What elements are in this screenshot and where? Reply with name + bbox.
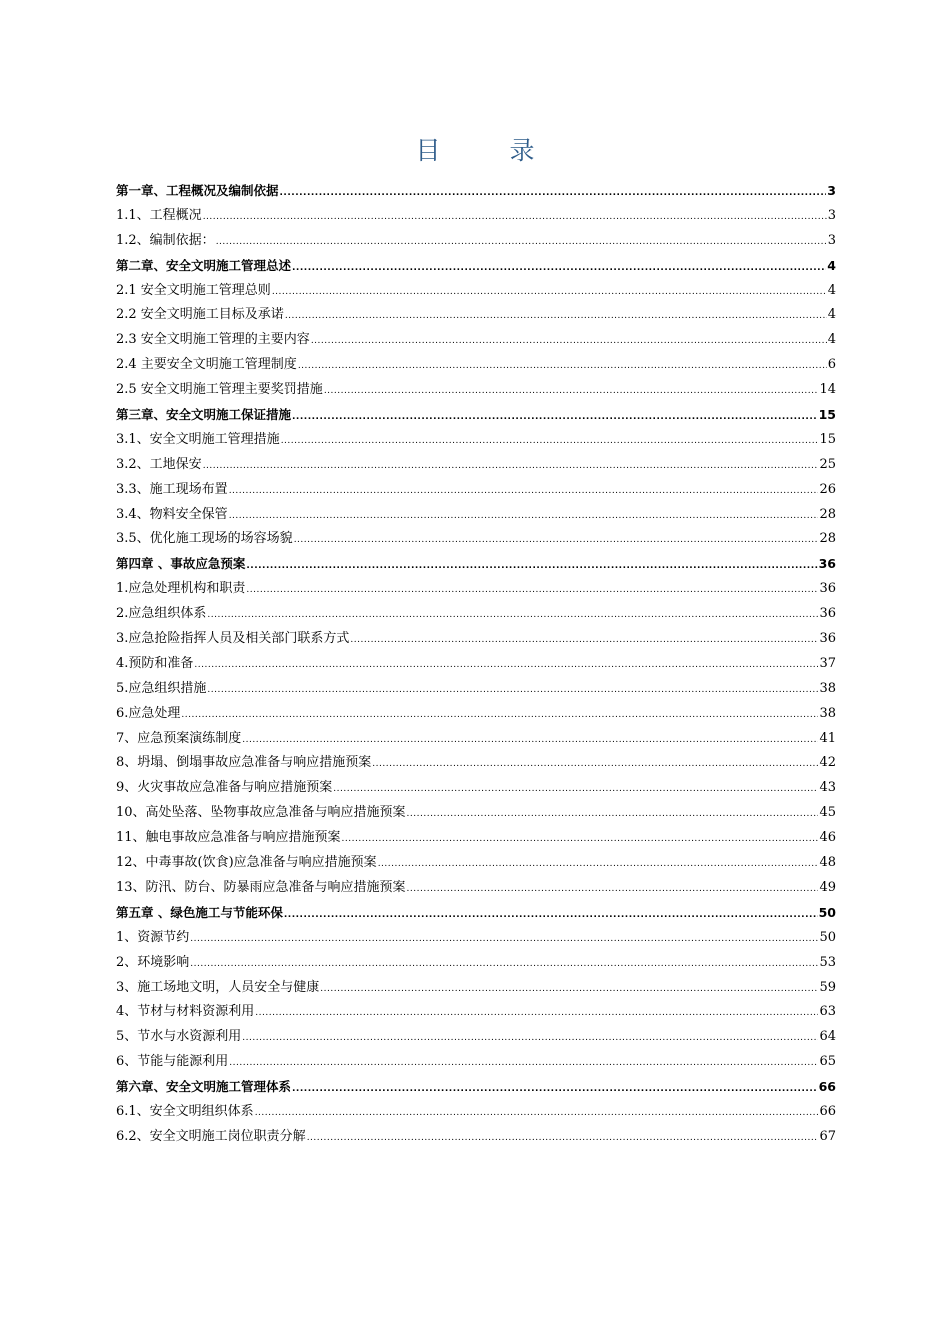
toc-dot-leader — [242, 1026, 818, 1051]
toc-entry-page-number: 28 — [819, 531, 836, 547]
toc-section-entry[interactable] — [116, 826, 836, 851]
toc-section-entry[interactable] — [116, 1025, 836, 1050]
toc-entry-label: 第二章、安全文明施工管理总述 — [116, 257, 292, 273]
toc-entry-label: 3.应急抢险指挥人员及相关部门联系方式 — [116, 631, 350, 647]
toc-section-entry[interactable] — [116, 378, 836, 403]
toc-dot-leader — [407, 877, 819, 902]
toc-section-entry[interactable] — [116, 751, 836, 776]
toc-entry-page-number: 6 — [827, 357, 836, 373]
toc-chapter-entry[interactable] — [116, 901, 836, 926]
toc-entry-label: 6.2、安全文明施工岗位职责分解 — [116, 1128, 306, 1144]
toc-entry-page-number: 36 — [819, 631, 836, 647]
toc-entry-page-number: 63 — [819, 1004, 836, 1020]
toc-dot-leader — [246, 578, 818, 603]
toc-entry-page-number: 59 — [819, 979, 836, 995]
toc-entry-page-number: 3 — [827, 207, 836, 223]
toc-dot-leader — [190, 927, 818, 952]
toc-entry-page-number: 25 — [819, 456, 836, 472]
toc-entry-label: 第一章、工程概况及编制依据 — [116, 183, 279, 198]
toc-entry-label: 1.应急处理机构和职责 — [116, 581, 246, 597]
toc-dot-leader — [292, 256, 826, 281]
toc-dot-leader — [294, 528, 819, 553]
toc-entry-label: 第三章、安全文明施工保证措施 — [116, 407, 292, 423]
toc-entry-page-number: 46 — [819, 830, 836, 846]
toc-section-entry[interactable] — [116, 677, 836, 702]
toc-dot-leader — [246, 554, 817, 579]
toc-entry-label: 2.4 主要安全文明施工管理制度 — [116, 357, 297, 373]
toc-dot-leader — [320, 977, 818, 1002]
toc-entry-page-number: 38 — [819, 705, 836, 721]
toc-dot-leader — [216, 230, 827, 255]
toc-entry-label: 3.5、优化施工现场的场容场貌 — [116, 531, 293, 547]
toc-dot-leader — [229, 479, 819, 504]
toc-dot-leader — [229, 1051, 818, 1076]
toc-entry-page-number: 37 — [819, 655, 836, 671]
toc-section-entry[interactable] — [116, 851, 836, 876]
toc-entry-label: 3.3、施工现场布置 — [116, 481, 228, 497]
toc-dot-leader — [190, 952, 818, 977]
toc-entry-page-number: 36 — [818, 556, 836, 572]
toc-section-entry[interactable] — [116, 702, 836, 727]
toc-section-entry[interactable] — [116, 503, 836, 528]
toc-section-entry[interactable] — [116, 1050, 836, 1075]
toc-entry-label: 2.2 安全文明施工目标及承诺 — [116, 307, 284, 323]
toc-dot-leader — [207, 603, 818, 628]
toc-chapter-entry[interactable] — [116, 403, 836, 428]
toc-entry-label: 3.1、安全文明施工管理措施 — [116, 431, 280, 447]
toc-dot-leader — [311, 329, 827, 354]
toc-section-entry[interactable] — [116, 951, 836, 976]
toc-entry-page-number: 50 — [819, 929, 836, 945]
toc-entry-page-number: 53 — [819, 954, 836, 970]
toc-entry-label: 9、火灾事故应急准备与响应措施预案 — [116, 780, 333, 796]
toc-chapter-entry[interactable] — [116, 179, 836, 204]
toc-entry-label: 4、节材与材料资源利用 — [116, 1004, 255, 1020]
toc-section-entry[interactable] — [116, 976, 836, 1001]
toc-dot-leader — [372, 752, 818, 777]
toc-entry-page-number: 26 — [819, 481, 836, 497]
toc-section-entry[interactable] — [116, 727, 836, 752]
toc-dot-leader — [203, 205, 827, 230]
toc-dot-leader — [229, 504, 819, 529]
toc-section-entry[interactable] — [116, 328, 836, 353]
toc-entry-label: 2.应急组织体系 — [116, 606, 207, 622]
toc-section-entry[interactable] — [116, 801, 836, 826]
toc-section-entry[interactable] — [116, 453, 836, 478]
toc-entry-label: 4.预防和准备 — [116, 655, 194, 671]
toc-dot-leader — [207, 678, 818, 703]
toc-entry-label: 3.2、工地保安 — [116, 456, 202, 472]
toc-entry-page-number: 49 — [819, 879, 836, 895]
toc-dot-leader — [203, 454, 819, 479]
toc-entry-label: 第五章 、绿色施工与节能环保 — [116, 904, 283, 920]
toc-entry-page-number: 64 — [819, 1029, 836, 1045]
toc-entry-label: 5.应急组织措施 — [116, 680, 207, 696]
toc-entry-label: 3.4、物料安全保管 — [116, 506, 228, 522]
toc-dot-leader — [285, 304, 827, 329]
toc-entry-label: 7、应急预案演练制度 — [116, 730, 242, 746]
toc-entry-page-number: 14 — [819, 382, 836, 398]
toc-entry-label: 1、资源节约 — [116, 929, 190, 945]
toc-section-entry[interactable] — [116, 229, 836, 254]
toc-entry-label: 2.1 安全文明施工管理总则 — [116, 282, 271, 298]
toc-entry-label: 5、节水与水资源利用 — [116, 1029, 242, 1045]
toc-dot-leader — [333, 777, 818, 802]
toc-section-entry[interactable] — [116, 204, 836, 229]
toc-entry-page-number: 65 — [819, 1054, 836, 1070]
toc-entry-label: 3、施工场地文明，人员安全与健康 — [116, 979, 320, 995]
toc-dot-leader — [181, 703, 818, 728]
toc-entry-page-number: 4 — [827, 307, 836, 323]
toc-dot-leader — [194, 653, 818, 678]
toc-dot-leader — [242, 728, 818, 753]
toc-list — [116, 179, 836, 1150]
toc-dot-leader — [292, 405, 818, 430]
toc-entry-label: 13、防汛、防台、防暴雨应急准备与响应措施预案 — [116, 879, 406, 895]
toc-section-entry[interactable] — [116, 577, 836, 602]
toc-entry-page-number: 4 — [827, 282, 836, 298]
toc-dot-leader — [255, 1001, 818, 1026]
toc-section-entry[interactable] — [116, 876, 836, 901]
toc-dot-leader — [407, 802, 819, 827]
toc-entry-label: 12、中毒事故(饮食)应急准备与响应措施预案 — [116, 855, 377, 871]
toc-entry-page-number: 67 — [819, 1128, 836, 1144]
toc-entry-label: 11、触电事故应急准备与响应措施预案 — [116, 830, 341, 846]
toc-entry-label: 6.应急处理 — [116, 705, 181, 721]
toc-dot-leader — [292, 1077, 818, 1102]
toc-entry-page-number: 43 — [819, 780, 836, 796]
toc-section-entry[interactable] — [116, 279, 836, 304]
toc-entry-page-number: 4 — [827, 257, 836, 273]
toc-section-entry[interactable] — [116, 652, 836, 677]
toc-entry-page-number: 38 — [819, 680, 836, 696]
toc-dot-leader — [324, 379, 819, 404]
toc-entry-page-number: 48 — [819, 855, 836, 871]
toc-entry-label: 第六章、安全文明施工管理体系 — [116, 1079, 292, 1095]
toc-dot-leader — [307, 1126, 819, 1151]
toc-section-entry[interactable] — [116, 602, 836, 627]
toc-entry-page-number: 36 — [819, 606, 836, 622]
toc-entry-page-number: 50 — [818, 904, 836, 920]
toc-dot-leader — [281, 429, 819, 454]
toc-entry-page-number: 28 — [819, 506, 836, 522]
toc-entry-page-number: 3 — [827, 232, 836, 248]
toc-entry-page-number: 45 — [819, 805, 836, 821]
toc-dot-leader — [272, 280, 827, 305]
toc-entry-label: 2.5 安全文明施工管理主要奖罚措施 — [116, 382, 323, 398]
toc-entry-label: 2.3 安全文明施工管理的主要内容 — [116, 332, 310, 348]
toc-entry-label: 6、节能与能源利用 — [116, 1054, 229, 1070]
toc-dot-leader — [284, 903, 818, 928]
toc-entry-page-number: 4 — [827, 332, 836, 348]
toc-dot-leader — [342, 827, 819, 852]
toc-section-entry[interactable] — [116, 353, 836, 378]
toc-entry-label: 2、环境影响 — [116, 954, 190, 970]
toc-section-entry[interactable] — [116, 527, 836, 552]
toc-section-entry[interactable] — [116, 478, 836, 503]
toc-entry-page-number: 3 — [827, 183, 836, 198]
toc-entry-label: 第四章 、事故应急预案 — [116, 556, 246, 572]
toc-dot-leader — [298, 354, 827, 379]
toc-entry-label: 6.1、安全文明组织体系 — [116, 1103, 254, 1119]
toc-entry-page-number: 42 — [819, 755, 836, 771]
toc-section-entry[interactable] — [116, 926, 836, 951]
toc-entry-label: 10、高处坠落、坠物事故应急准备与响应措施预案 — [116, 805, 406, 821]
toc-entry-page-number: 66 — [818, 1079, 836, 1095]
toc-chapter-entry[interactable] — [116, 254, 836, 279]
toc-entry-label: 8、坍塌、倒塌事故应急准备与响应措施预案 — [116, 755, 372, 771]
toc-entry-label: 1.2、编制依据： — [116, 232, 215, 248]
toc-entry-page-number: 66 — [819, 1103, 836, 1119]
toc-chapter-entry[interactable] — [116, 1075, 836, 1100]
toc-dot-leader — [378, 852, 819, 877]
toc-dot-leader — [255, 1101, 819, 1126]
toc-entry-label: 1.1、工程概况 — [116, 207, 202, 223]
toc-section-entry[interactable] — [116, 627, 836, 652]
toc-dot-leader — [280, 181, 827, 206]
toc-entry-page-number: 36 — [819, 581, 836, 597]
toc-section-entry[interactable] — [116, 1000, 836, 1025]
toc-entry-page-number: 15 — [819, 431, 836, 447]
toc-section-entry[interactable] — [116, 1100, 836, 1125]
toc-dot-leader — [350, 628, 818, 653]
toc-section-entry[interactable] — [116, 1125, 836, 1150]
toc-section-entry[interactable] — [116, 303, 836, 328]
toc-entry-page-number: 15 — [818, 407, 836, 423]
toc-chapter-entry[interactable] — [116, 552, 836, 577]
toc-section-entry[interactable] — [116, 428, 836, 453]
toc-section-entry[interactable] — [116, 776, 836, 801]
toc-entry-page-number: 41 — [819, 730, 836, 746]
toc-title: 目 录 — [415, 136, 557, 165]
